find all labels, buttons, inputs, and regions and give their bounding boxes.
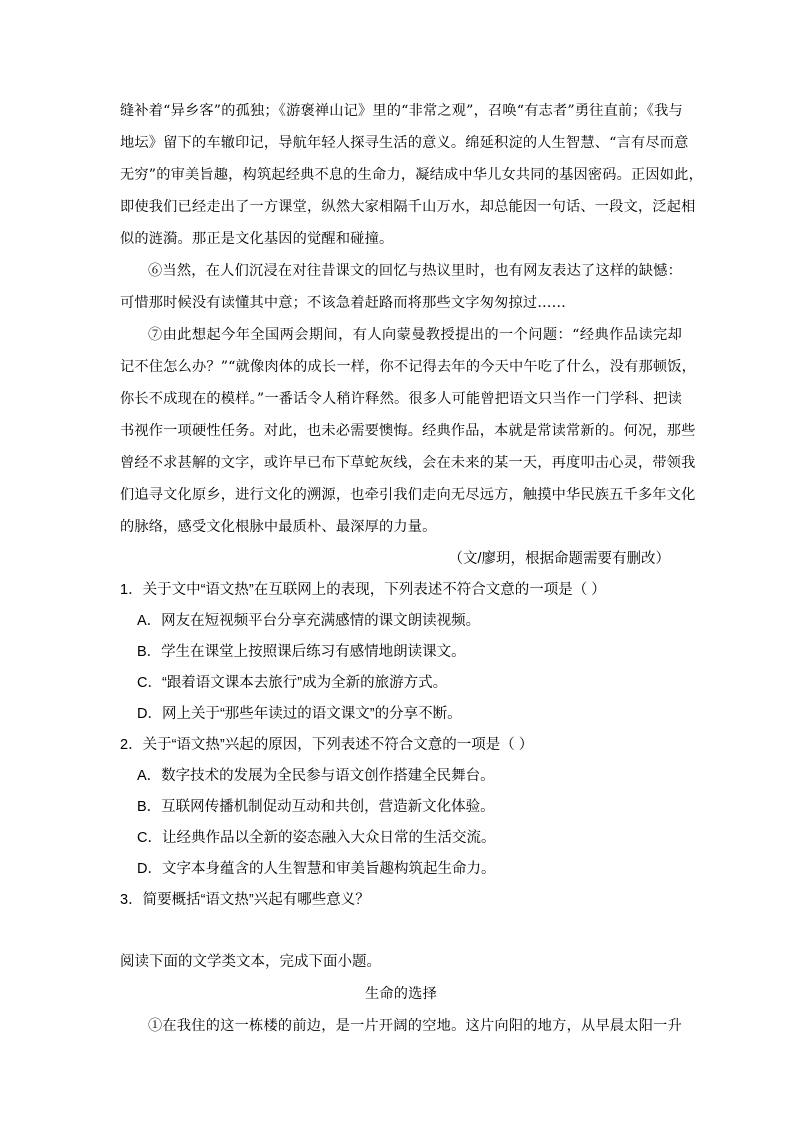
question-1-option-b: B．学生在课堂上按照课后练习有感情地朗读课文。 (137, 644, 466, 660)
article-first-line: ①在我住的这一栋楼的前边，是一片开阔的空地。这片向阳的地方，从早晨太阳一升 (148, 1018, 682, 1034)
paragraph-7-line: 们追寻文化原乡，进行文化的溯源，也牵引我们走向无尽远方，触摸中华民族五千多年文化 (120, 487, 696, 503)
passage-line: 地坛》留下的车辙印记，导航年轻人探寻生活的意义。绵延积淀的人生智慧、“言有尽而意 (120, 135, 689, 151)
passage-line: 似的涟漪。那正是文化基因的觉醒和碰撞。 (120, 231, 394, 247)
reading-instruction: 阅读下面的文学类文本，完成下面小题。 (120, 954, 381, 970)
article-title: 生命的选择 (365, 986, 437, 1002)
question-3-stem: 3．简要概括“语文热”兴起有哪些意义？ (120, 892, 370, 908)
question-2-option-d: D．文字本身蕴含的人生智慧和审美旨趣构筑起生命力。 (137, 861, 496, 877)
source-note: （文/廖玥，根据命题需要有删改） (448, 551, 670, 567)
paragraph-7-line: 曾经不求甚解的文字，或许早已布下草蛇灰线，会在未来的某一天，再度叩击心灵，带领我 (120, 455, 696, 471)
passage-line: 即使我们已经走出了一方课堂，纵然大家相隔千山万水，却总能因一句话、一段文，泛起相 (120, 199, 696, 215)
question-1-option-d: D．网上关于“那些年读过的语文课文”的分享不断。 (137, 706, 462, 722)
question-2-option-c: C．让经典作品以全新的姿态融入大众日常的生活交流。 (137, 830, 496, 846)
question-2-option-b: B．互联网传播机制促动互动和共创，营造新文化体验。 (137, 799, 495, 815)
question-2-stem: 2．关于“语文热”兴起的原因，下列表述不符合文意的一项是（ ） (120, 737, 534, 753)
question-1-stem: 1．关于文中“语文热”在互联网上的表现，下列表述不符合文意的一项是（ ） (120, 582, 606, 598)
question-2-option-a: A．数字技术的发展为全民参与语文创作搭建全民舞台。 (137, 768, 495, 784)
question-1-option-c: C．“跟着语文课本去旅行”成为全新的旅游方式。 (137, 675, 448, 691)
question-1-option-a: A．网友在短视频平台分享充满感情的课文朗读视频。 (137, 613, 481, 629)
paragraph-6-line: 可惜那时候没有读懂其中意；不该急着赶路而将那些文字匆匆掠过…… (120, 295, 567, 311)
paragraph-7-line: 记不住怎么办？”“就像肉体的成长一样，你不记得去年的今天中午吃了什么，没有那顿饭， (120, 359, 697, 375)
passage-line: 缝补着“异乡客”的孤独；《游褒禅山记》里的“非常之观”，召唤“有志者”勇往直前；《我与 (120, 103, 683, 119)
passage-line: 无穷”的审美旨趣，构筑起经典不息的生命力，凝结成中华儿女共同的基因密码。正因如此， (120, 167, 703, 183)
paragraph-7-line: 的脉络，感受文化根脉中最质朴、最深厚的力量。 (120, 519, 437, 535)
paragraph-7-line: 书视作一项硬性任务。对此，也未必需要懊悔。经典作品，本就是常读常新的。何况，那些 (120, 423, 696, 439)
paragraph-6-line: ⑥当然，在人们沉浸在对往昔课文的回忆与热议里时，也有网友表达了这样的缺憾： (148, 263, 682, 279)
paragraph-7-line: 你长不成现在的模样。”一番话令人稍许释然。很多人可能曾把语文只当作一门学科、把读 (120, 391, 682, 407)
paragraph-7-line: ⑦由此想起今年全国两会期间，有人向蒙曼教授提出的一个问题：“经典作品读完却 (148, 327, 682, 343)
